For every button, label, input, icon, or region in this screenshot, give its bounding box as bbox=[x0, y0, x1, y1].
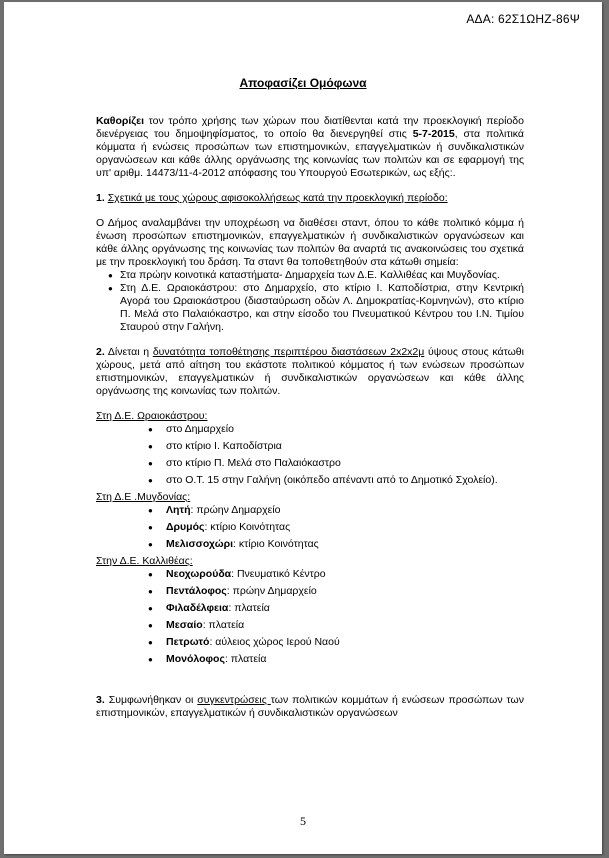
place-name: Πεντάλοφος bbox=[166, 585, 227, 597]
ada-code: ΑΔΑ: 62Σ1ΩΗΖ-86Ψ bbox=[466, 12, 580, 26]
list-item bbox=[96, 521, 524, 534]
list-item bbox=[96, 653, 524, 666]
intro-text-2: , στα πολιτικά κόμματα ή ενώσεις προσώπων των επιστημονικών, επαγγελματικών ή συνδικαλιστικών οργανώσεων και κάθε άλλης οργάνωσης της κοινωνίας των πολιτών και σε εφαρμογή της υπ' αριθμ. 14473/11-4-2012 απόφασης του Υπουργού Εσωτερικών, ως εξής:. bbox=[96, 128, 524, 179]
place-desc: : κτίριο Κοινότητας bbox=[233, 538, 319, 550]
section2-underlined: δυνατότητα τοποθέτησης περιπτέρου διαστάσεων 2x2x2μ bbox=[152, 346, 425, 358]
intro-text-1: τον τρόπο χρήσης των χώρων που διατίθενται κατά την προεκλογική περίοδο διενέργειας του δημοψηφίσματος, το οποίο θα διενεργηθεί στις bbox=[96, 115, 524, 140]
oraiokastro-list bbox=[96, 423, 524, 487]
section2-number: 2. bbox=[96, 346, 105, 358]
list-item bbox=[96, 504, 524, 517]
list-item bbox=[96, 585, 524, 598]
list-item bbox=[96, 602, 524, 615]
list-item bbox=[96, 636, 524, 649]
section3-paragraph bbox=[96, 694, 524, 720]
oraiokastro-heading: Στη Δ.Ε. Ωραιοκάστρου: bbox=[96, 410, 208, 422]
list-item: ● Στα πρώην κοινοτικά καταστήματα- Δημαρχεία των Δ.Ε. Καλλιθέας και Μυγδονίας. bbox=[96, 269, 524, 282]
section1-paragraph: Ο Δήμος αναλαμβάνει την υποχρέωση να διαθέσει σταντ, όπου το κάθε πολιτικό κόμμα ή ένωση προσώπων επιστημονικών, επαγγελματικών ή συνδικαλιστικών οργανώσεων και κάθε άλλης οργάνωσης της κοινωνίας των πολιτών θα αναρτά τις ανακοινώσεις του σχετικά με την προεκλογική του δράση. Τα σταντ θα τοποθετηθούν στα κάτωθι σημεία: bbox=[96, 217, 524, 268]
place-desc: : κτίριο Κοινότητας bbox=[204, 521, 291, 533]
place-desc: : πλατεία bbox=[202, 619, 245, 631]
place-name: Μεσαίο bbox=[166, 619, 203, 631]
place-name: Λητή bbox=[166, 504, 191, 516]
section1-bullet-list bbox=[96, 269, 524, 334]
mygdonia-heading: Στη Δ.Ε .Μυγδονίας: bbox=[96, 491, 191, 503]
document-body bbox=[96, 115, 524, 720]
section2-paragraph bbox=[96, 346, 524, 398]
place-name: Δρυμός bbox=[166, 521, 205, 533]
list-item: ● στο Ο.Τ. 15 στην Γαλήνη (οικόπεδο απέναντι από το Δημοτικό Σχολείο). bbox=[96, 474, 524, 487]
place-name: Πετρωτό bbox=[166, 636, 210, 648]
section1-title: Σχετικά με τους χώρους αφισοκολλήσεως κατά την προεκλογική περίοδο: bbox=[107, 192, 448, 204]
place-desc: : πρώην Δημαρχείο bbox=[226, 585, 317, 597]
place-name: Νεοχωρούδα bbox=[166, 568, 232, 580]
section3-number: 3. bbox=[96, 694, 105, 706]
list-item: ● Στη Δ.Ε. Ωραιοκάστρου: στο Δημαρχείο, στο κτίριο Ι. Καποδίστρια, στην Κεντρική Αγορά του Ωραιοκάστρου (διασταύρωση οδών Λ. Δημοκρατίας-Κομνηνών), στο κτίριο Π. Μελά στο Παλαιόκαστρο, και στην είσοδο του Πνευματικού Κέντρου του Ι.Ν. Τιμίου Σταυρού στην Γαλήνη. bbox=[96, 282, 524, 334]
place-desc: : πλατεία bbox=[228, 602, 270, 614]
place-desc: : Πνευματικό Κέντρο bbox=[231, 568, 326, 580]
list-item: ● στο Δημαρχείο bbox=[96, 423, 524, 436]
mygdonia-list bbox=[96, 504, 524, 551]
page-title: Αποφασίζει Ομόφωνα bbox=[239, 76, 367, 90]
intro-date: 5-7-2015 bbox=[412, 128, 455, 140]
list-item bbox=[96, 538, 524, 551]
place-desc: : πρώην Δημαρχείο bbox=[190, 504, 281, 516]
page-number: 5 bbox=[300, 814, 306, 828]
intro-lead: Καθορίζει bbox=[96, 115, 145, 127]
place-desc: : πλατεία bbox=[224, 653, 267, 665]
place-name: Μονόλοφος bbox=[166, 653, 225, 665]
place-name: Μελισσοχώρι bbox=[166, 538, 233, 550]
intro-paragraph bbox=[96, 115, 524, 180]
kallithea-heading: Στην Δ.Ε. Καλλιθέας: bbox=[96, 555, 193, 567]
place-desc: : αύλειος χώρος Ιερού Ναού bbox=[209, 636, 340, 648]
list-item: ● στο κτίριο Ι. Καποδίστρια bbox=[96, 440, 524, 453]
section2-text-1: Δίνεται η bbox=[104, 346, 153, 358]
list-item: ● στο κτίριο Π. Μελά στο Παλαιόκαστρο bbox=[96, 457, 524, 470]
document-page bbox=[4, 2, 602, 854]
list-item bbox=[96, 619, 524, 632]
section3-text-2: των πολιτικών κομμάτων ή ενώσεων προσώπων των επιστημονικών, επαγγελματικών ή συνδικαλιστικών οργανώσεων bbox=[96, 694, 524, 719]
section3-underlined: συγκεντρώσεις bbox=[197, 694, 271, 706]
section1-number: 1. bbox=[96, 192, 105, 204]
section3-text-1: Συμφωνήθηκαν οι bbox=[104, 694, 198, 706]
section1-heading bbox=[96, 192, 524, 205]
place-name: Φιλαδέλφεια bbox=[166, 602, 229, 614]
list-item bbox=[96, 568, 524, 581]
section2-text-2: ύψους στους κάτωθι χώρους, μετά από αίτηση του εκάστοτε πολιτικού κόμματος ή των ενώσεων προσώπων επιστημονικών, επαγγελματικών ή συνδικαλιστικών οργανώσεων και κάθε άλλης οργάνωσης της κοινωνίας των πολιτών. bbox=[96, 346, 524, 397]
kallithea-list bbox=[96, 568, 524, 666]
